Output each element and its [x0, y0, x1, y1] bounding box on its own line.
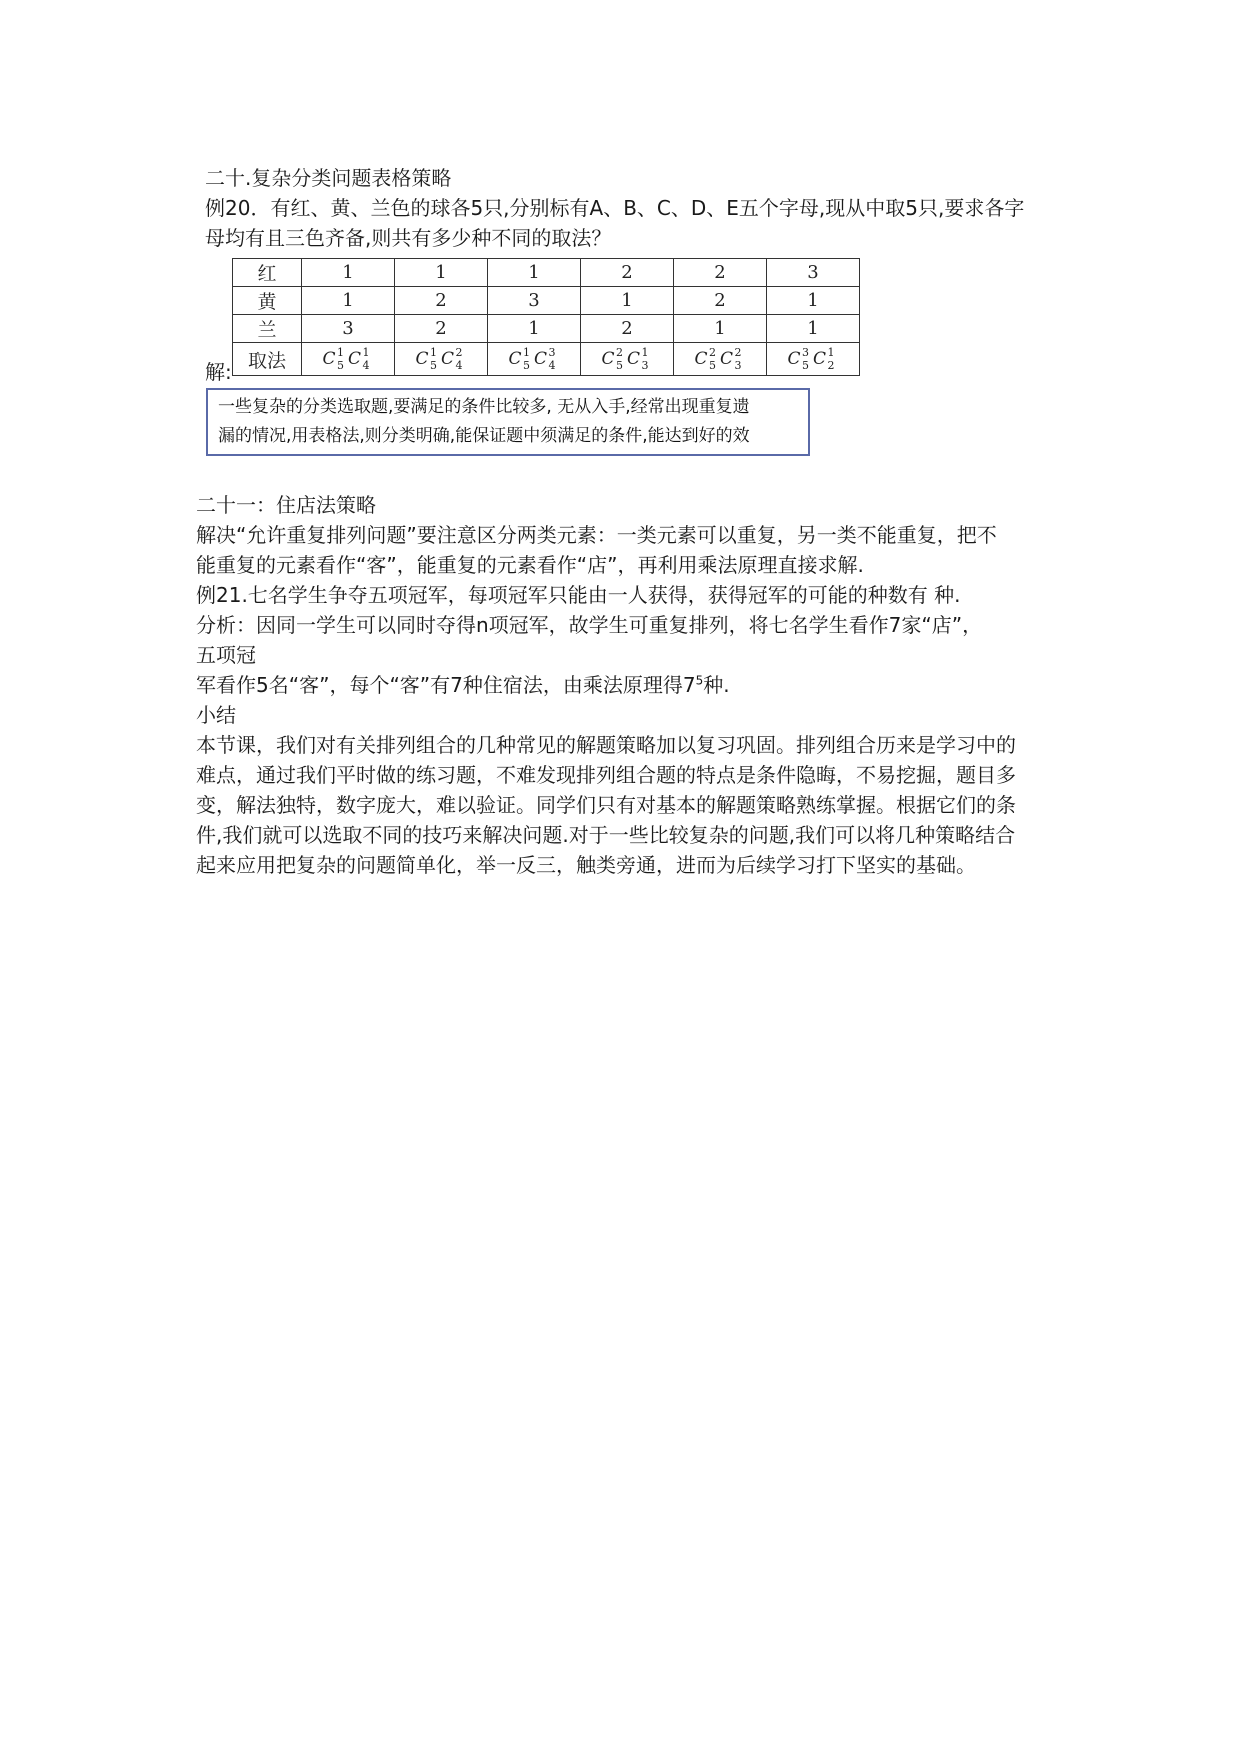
example20-line1: 例20．有红、黄、兰色的球各5只,分别标有A、B、C、D、E五个字母,现从中取5只,要求各字	[205, 196, 1025, 220]
table-cell: 2	[674, 259, 767, 287]
sup: 2	[455, 345, 464, 359]
sub: 3	[734, 358, 743, 372]
section20-title: 二十.复杂分类问题表格策略	[205, 166, 452, 190]
table-cell: 3	[767, 259, 860, 287]
sup: 3	[548, 345, 557, 359]
combination-expression: C 2 5 C 1 3	[601, 345, 650, 372]
row-header: 黄	[233, 287, 302, 315]
table-cell: 2	[674, 287, 767, 315]
sup: 2	[709, 345, 717, 359]
table-row-methods	[233, 343, 860, 376]
combination-cell	[488, 343, 581, 376]
analysis-line3-post: 种.	[703, 673, 730, 697]
sup: 1	[523, 345, 531, 359]
table-cell: 1	[488, 259, 581, 287]
row-header: 兰	[233, 315, 302, 343]
sup: 1	[641, 345, 650, 359]
table-cell: 1	[767, 315, 860, 343]
table-cell: 2	[581, 315, 674, 343]
table-cell: 1	[302, 259, 395, 287]
note-line-1: 一些复杂的分类选取题,要满足的条件比较多, 无从入手,经常出现重复遗	[218, 397, 750, 417]
table-cell: 1	[395, 259, 488, 287]
analysis-line3-pre: 军看作5名“客”，每个“客”有7种住宿法，由乘法原理得7	[196, 673, 696, 697]
combination-cell	[767, 343, 860, 376]
combination-expression: C 1 5 C 3 4	[508, 345, 557, 372]
example21: 例21.七名学生争夺五项冠军，每项冠军只能由一人获得，获得冠军的可能的种数有 种.	[196, 583, 961, 607]
summary-title: 小结	[196, 703, 236, 727]
analysis-line3	[196, 670, 730, 700]
sup: 1	[337, 345, 345, 359]
summary-line-5: 起来应用把复杂的问题简单化，举一反三，触类旁通，进而为后续学习打下坚实的基础。	[196, 853, 976, 877]
section21-title: 二十一：住店法策略	[196, 493, 376, 517]
table-row	[233, 287, 860, 315]
sup: 1	[430, 345, 438, 359]
combination-expression: C 3 5 C 1 2	[787, 345, 836, 372]
sup: 1	[362, 345, 371, 359]
table-cell: 3	[302, 315, 395, 343]
row-header: 取法	[233, 343, 302, 376]
combination-expression: C 1 5 C 1 4	[322, 345, 371, 372]
table-cell: 1	[488, 315, 581, 343]
sub: 5	[337, 358, 345, 372]
table-cell: 2	[581, 259, 674, 287]
exponent: 5	[695, 673, 704, 688]
table-row	[233, 315, 860, 343]
note-line-2: 漏的情况,用表格法,则分类明确,能保证题中须满足的条件,能达到好的效	[218, 426, 750, 446]
table-cell: 3	[488, 287, 581, 315]
combination-cell	[395, 343, 488, 376]
sub: 4	[362, 358, 371, 372]
solution-label: 解:	[205, 360, 232, 384]
combination-expression: C 1 5 C 2 4	[415, 345, 464, 372]
row-header: 红	[233, 259, 302, 287]
analysis-line2: 五项冠	[196, 643, 256, 667]
sup: 2	[734, 345, 743, 359]
table-cell: 1	[302, 287, 395, 315]
sub: 5	[616, 358, 624, 372]
table-cell: 1	[581, 287, 674, 315]
sup: 1	[827, 345, 836, 359]
summary-line-2: 难点，通过我们平时做的练习题，不难发现排列组合题的特点是条件隐晦，不易挖掘，题目多	[196, 763, 1016, 787]
combination-expression: C 2 5 C 2 3	[694, 345, 743, 372]
sup: 3	[802, 345, 810, 359]
sub: 5	[430, 358, 438, 372]
summary-line-3: 变，解法独特，数字庞大，难以验证。同学们只有对基本的解题策略熟练掌握。根据它们的条	[196, 793, 1016, 817]
sub: 5	[709, 358, 717, 372]
combination-cell	[674, 343, 767, 376]
selection-table	[232, 258, 860, 376]
sub: 5	[523, 358, 531, 372]
summary-line-1: 本节课，我们对有关排列组合的几种常见的解题策略加以复习巩固。排列组合历来是学习中的	[196, 733, 1016, 757]
combination-cell	[581, 343, 674, 376]
sub: 4	[455, 358, 464, 372]
sub: 3	[641, 358, 650, 372]
note-box	[206, 388, 810, 456]
combination-cell	[302, 343, 395, 376]
table-cell: 2	[395, 287, 488, 315]
section21-line2: 能重复的元素看作“客”，能重复的元素看作“店”，再利用乘法原理直接求解.	[196, 553, 864, 577]
sub: 4	[548, 358, 557, 372]
analysis-line1: 分析：因同一学生可以同时夺得n项冠军，故学生可重复排列，将七名学生看作7家“店”，	[196, 613, 983, 637]
table-cell: 1	[674, 315, 767, 343]
example20-line2: 母均有且三色齐备,则共有多少种不同的取法？	[205, 226, 612, 250]
sub: 2	[827, 358, 836, 372]
sup: 2	[616, 345, 624, 359]
section21-line1: 解决“允许重复排列问题”要注意区分两类元素：一类元素可以重复，另一类不能重复，把不	[196, 523, 997, 547]
table-cell: 2	[395, 315, 488, 343]
summary-line-4: 件,我们就可以选取不同的技巧来解决问题.对于一些比较复杂的问题,我们可以将几种策略结合	[196, 823, 1016, 847]
table-row	[233, 259, 860, 287]
sub: 5	[802, 358, 810, 372]
table-cell: 1	[767, 287, 860, 315]
